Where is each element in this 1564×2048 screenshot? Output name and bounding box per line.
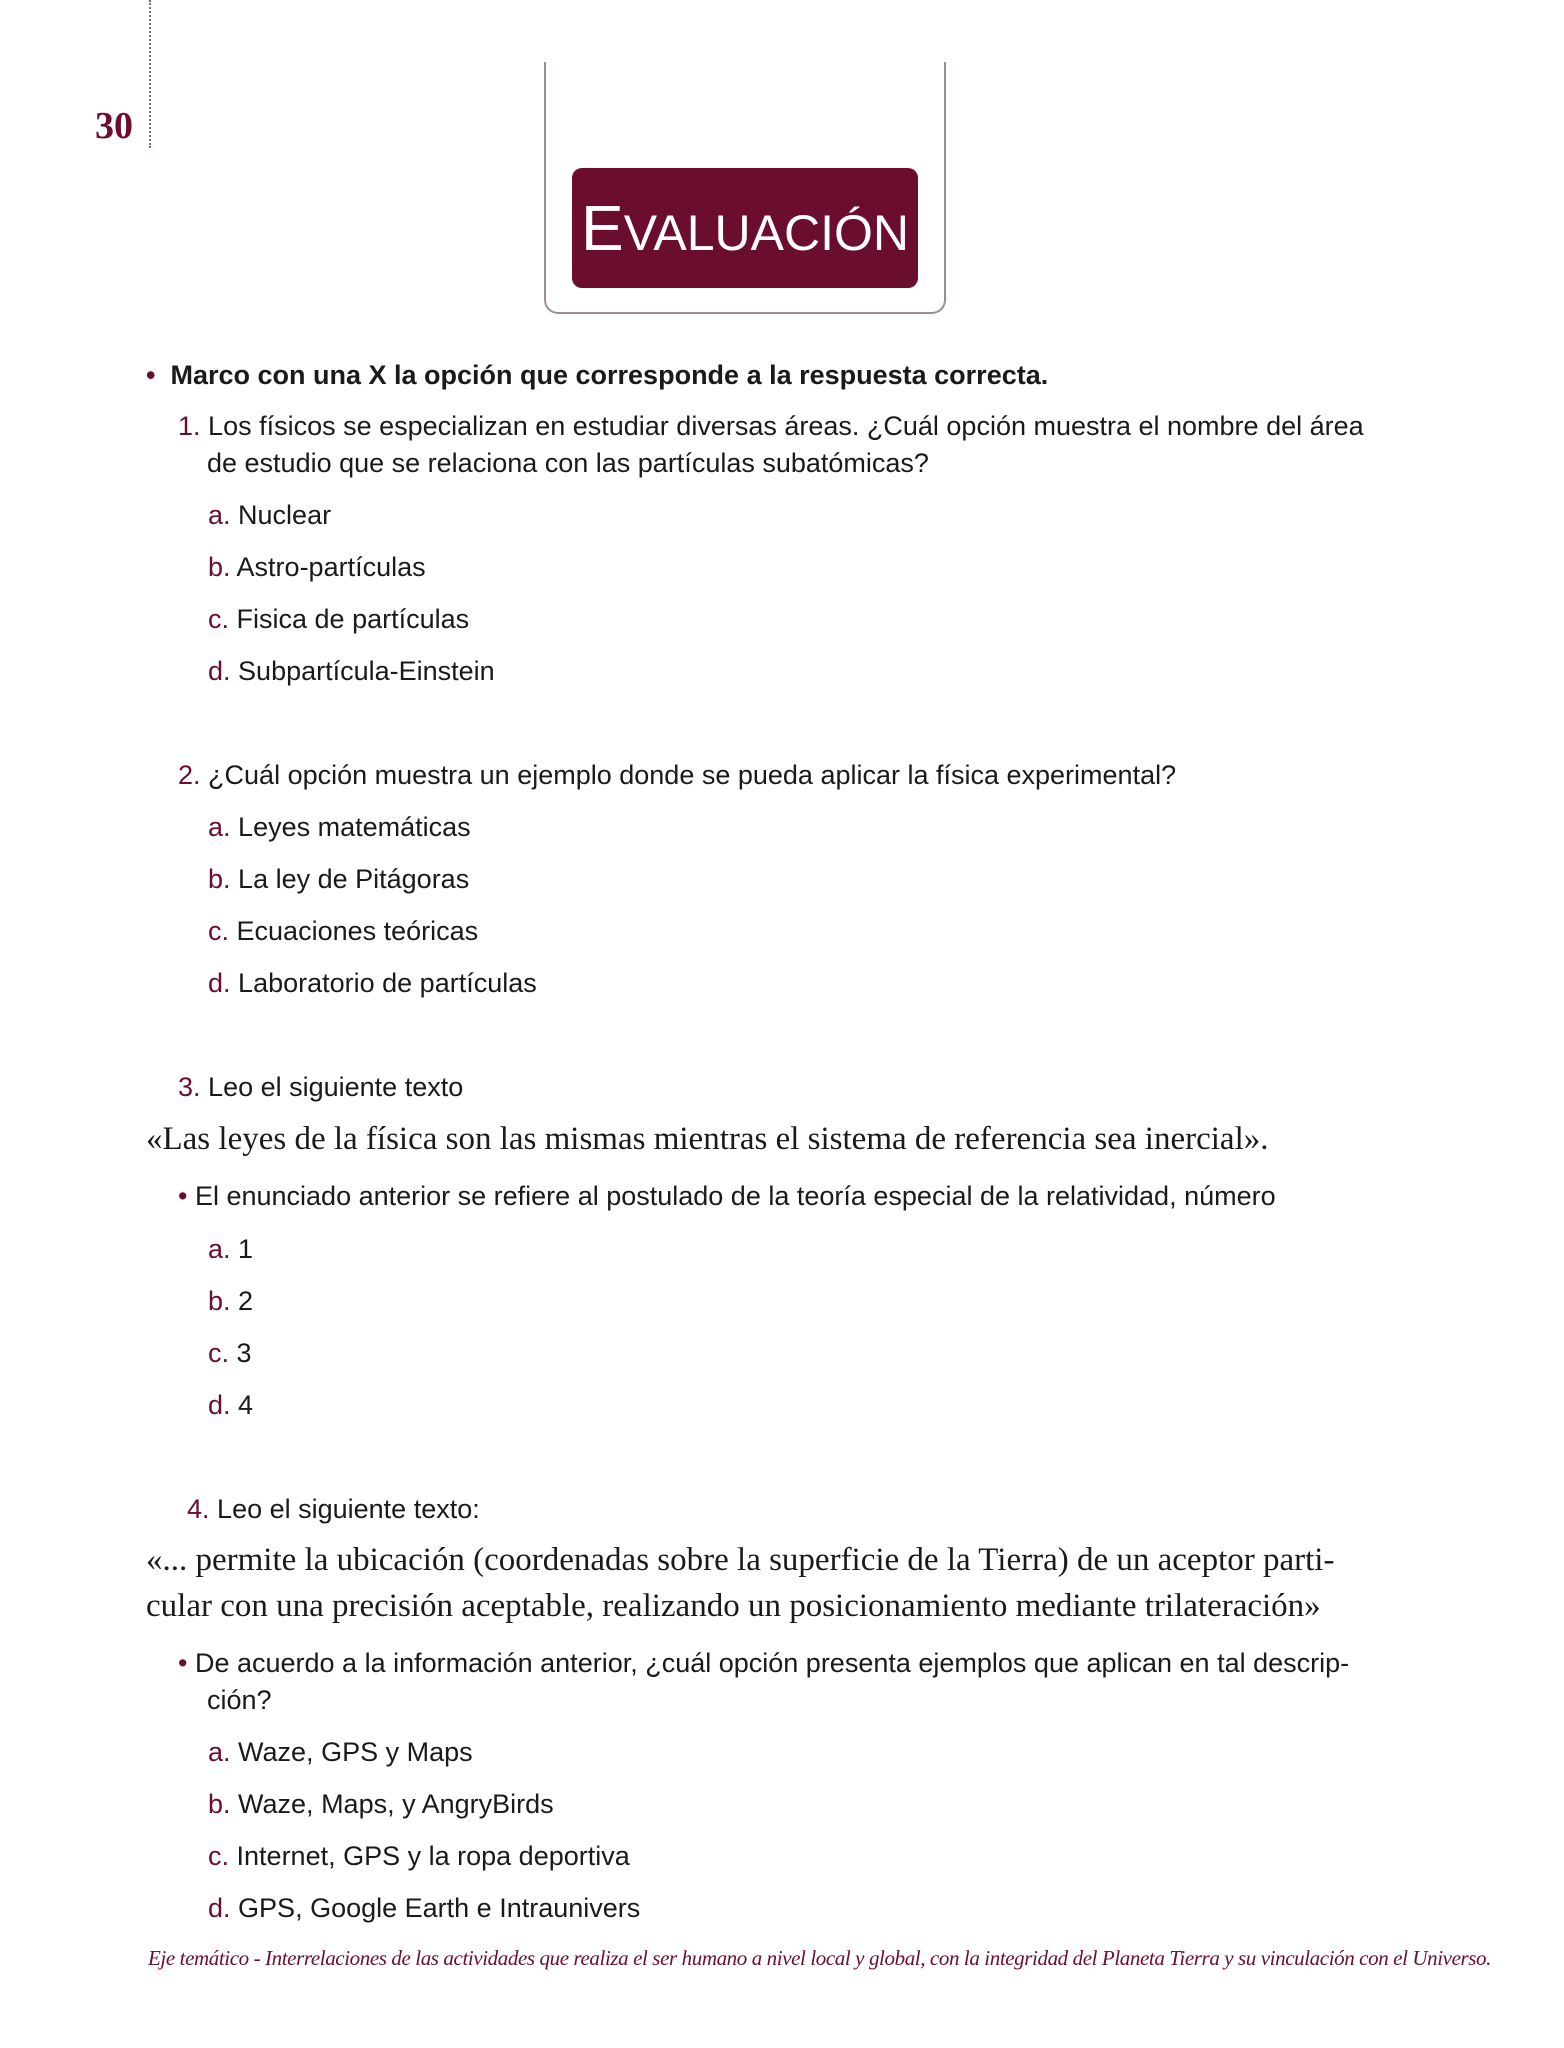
instruction-bullet: • [146,360,156,390]
option [208,1335,252,1372]
sub-text: El enunciado anterior se refiere al postulado de la teoría especial de la relatividad, número [194,1181,1276,1211]
question-4-sub [178,1645,1349,1682]
instruction-text: Marco con una X la opción que corresponde a la respuesta correcta. [170,360,1049,390]
option [208,1283,253,1320]
option-letter: d. [208,1893,231,1923]
option-letter: c. [208,1338,230,1368]
option-letter: b. [208,1789,231,1819]
option [208,1890,640,1927]
section-title-box [572,168,918,288]
option-letter: b. [208,552,231,582]
question-number: 3. [178,1072,201,1102]
option-text: GPS, Google Earth e Intraunivers [238,1893,641,1923]
option [208,1231,253,1268]
option-text: Fisica de partículas [236,604,470,634]
option-text: Waze, Maps, y AngryBirds [238,1789,554,1819]
question-4 [187,1491,480,1528]
question-1 [178,408,1364,445]
quote-text: «Las leyes de la física son las mismas mientras el sistema de referencia sea inercial». [146,1121,1269,1157]
option [208,549,426,586]
option [208,861,469,898]
option [208,965,537,1002]
option [208,809,471,846]
option-letter: a. [208,1737,231,1767]
question-3-sub [178,1178,1276,1215]
section-title-initial: E [581,192,624,264]
instruction [146,357,1048,394]
question-number: 1. [178,411,201,441]
option-letter: a. [208,500,231,530]
question-number: 4. [187,1494,210,1524]
sub-bullet: • [178,1648,188,1678]
option-letter: c. [208,916,230,946]
option-text: La ley de Pitágoras [238,864,470,894]
page-number: 30 [95,105,133,147]
option-letter: a. [208,812,231,842]
option-text: 2 [238,1286,254,1316]
option-letter: c. [208,1841,230,1871]
question-3 [178,1069,463,1106]
option-letter: b. [208,1286,231,1316]
question-text: Leo el siguiente texto: [217,1494,480,1524]
section-title [581,191,909,265]
option [208,913,478,950]
sub-text: De acuerdo a la información anterior, ¿cuál opción presenta ejemplos que aplican en tal descrip- [194,1648,1350,1678]
option-text: Waze, GPS y Maps [238,1737,473,1767]
option-letter: a. [208,1234,231,1264]
option [208,1838,630,1875]
sub-bullet: • [178,1181,188,1211]
option-letter: b. [208,864,231,894]
section-title-rest: VALUACIÓN [623,205,909,261]
option-text: Subpartícula-Einstein [238,656,495,686]
question-4-sub-line2: ción? [207,1685,272,1715]
quote-text: «... permite la ubicación (coordenadas sobre la superficie de la Tierra) de un aceptor parti- [146,1542,1335,1578]
option [208,1734,473,1771]
question-number: 2. [178,760,201,790]
option-letter: d. [208,968,231,998]
option-text: Leyes matemáticas [238,812,471,842]
margin-dotted-rule [149,0,151,148]
option [208,497,331,534]
option [208,1786,554,1823]
question-1-line2: de estudio que se relaciona con las partículas subatómicas? [207,448,929,478]
option-text: Astro-partículas [236,552,426,582]
option-text: Internet, GPS y la ropa deportiva [236,1841,630,1871]
footer-text: Eje temático - Interrelaciones de las actividades que realiza el ser humano a nivel local y global, con la integridad del Planeta Tierra y su vinculación con el Universo. [148,1946,1491,1970]
question-2 [178,757,1176,794]
question-text: Los físicos se especializan en estudiar diversas áreas. ¿Cuál opción muestra el nombre del área [208,411,1364,441]
question-text: Leo el siguiente texto [208,1072,464,1102]
question-text: ¿Cuál opción muestra un ejemplo donde se pueda aplicar la física experimental? [208,760,1177,790]
option-letter: d. [208,1390,231,1420]
option-text: 1 [238,1234,254,1264]
option [208,1387,253,1424]
option [208,601,469,638]
option-text: 3 [236,1338,252,1368]
option [208,653,495,690]
option-text: 4 [238,1390,254,1420]
option-letter: c. [208,604,230,634]
option-text: Laboratorio de partículas [238,968,537,998]
option-text: Ecuaciones teóricas [236,916,479,946]
option-letter: d. [208,656,231,686]
option-text: Nuclear [238,500,332,530]
quote-text: cular con una precisión aceptable, realizando un posicionamiento mediante trilateración» [146,1588,1321,1624]
